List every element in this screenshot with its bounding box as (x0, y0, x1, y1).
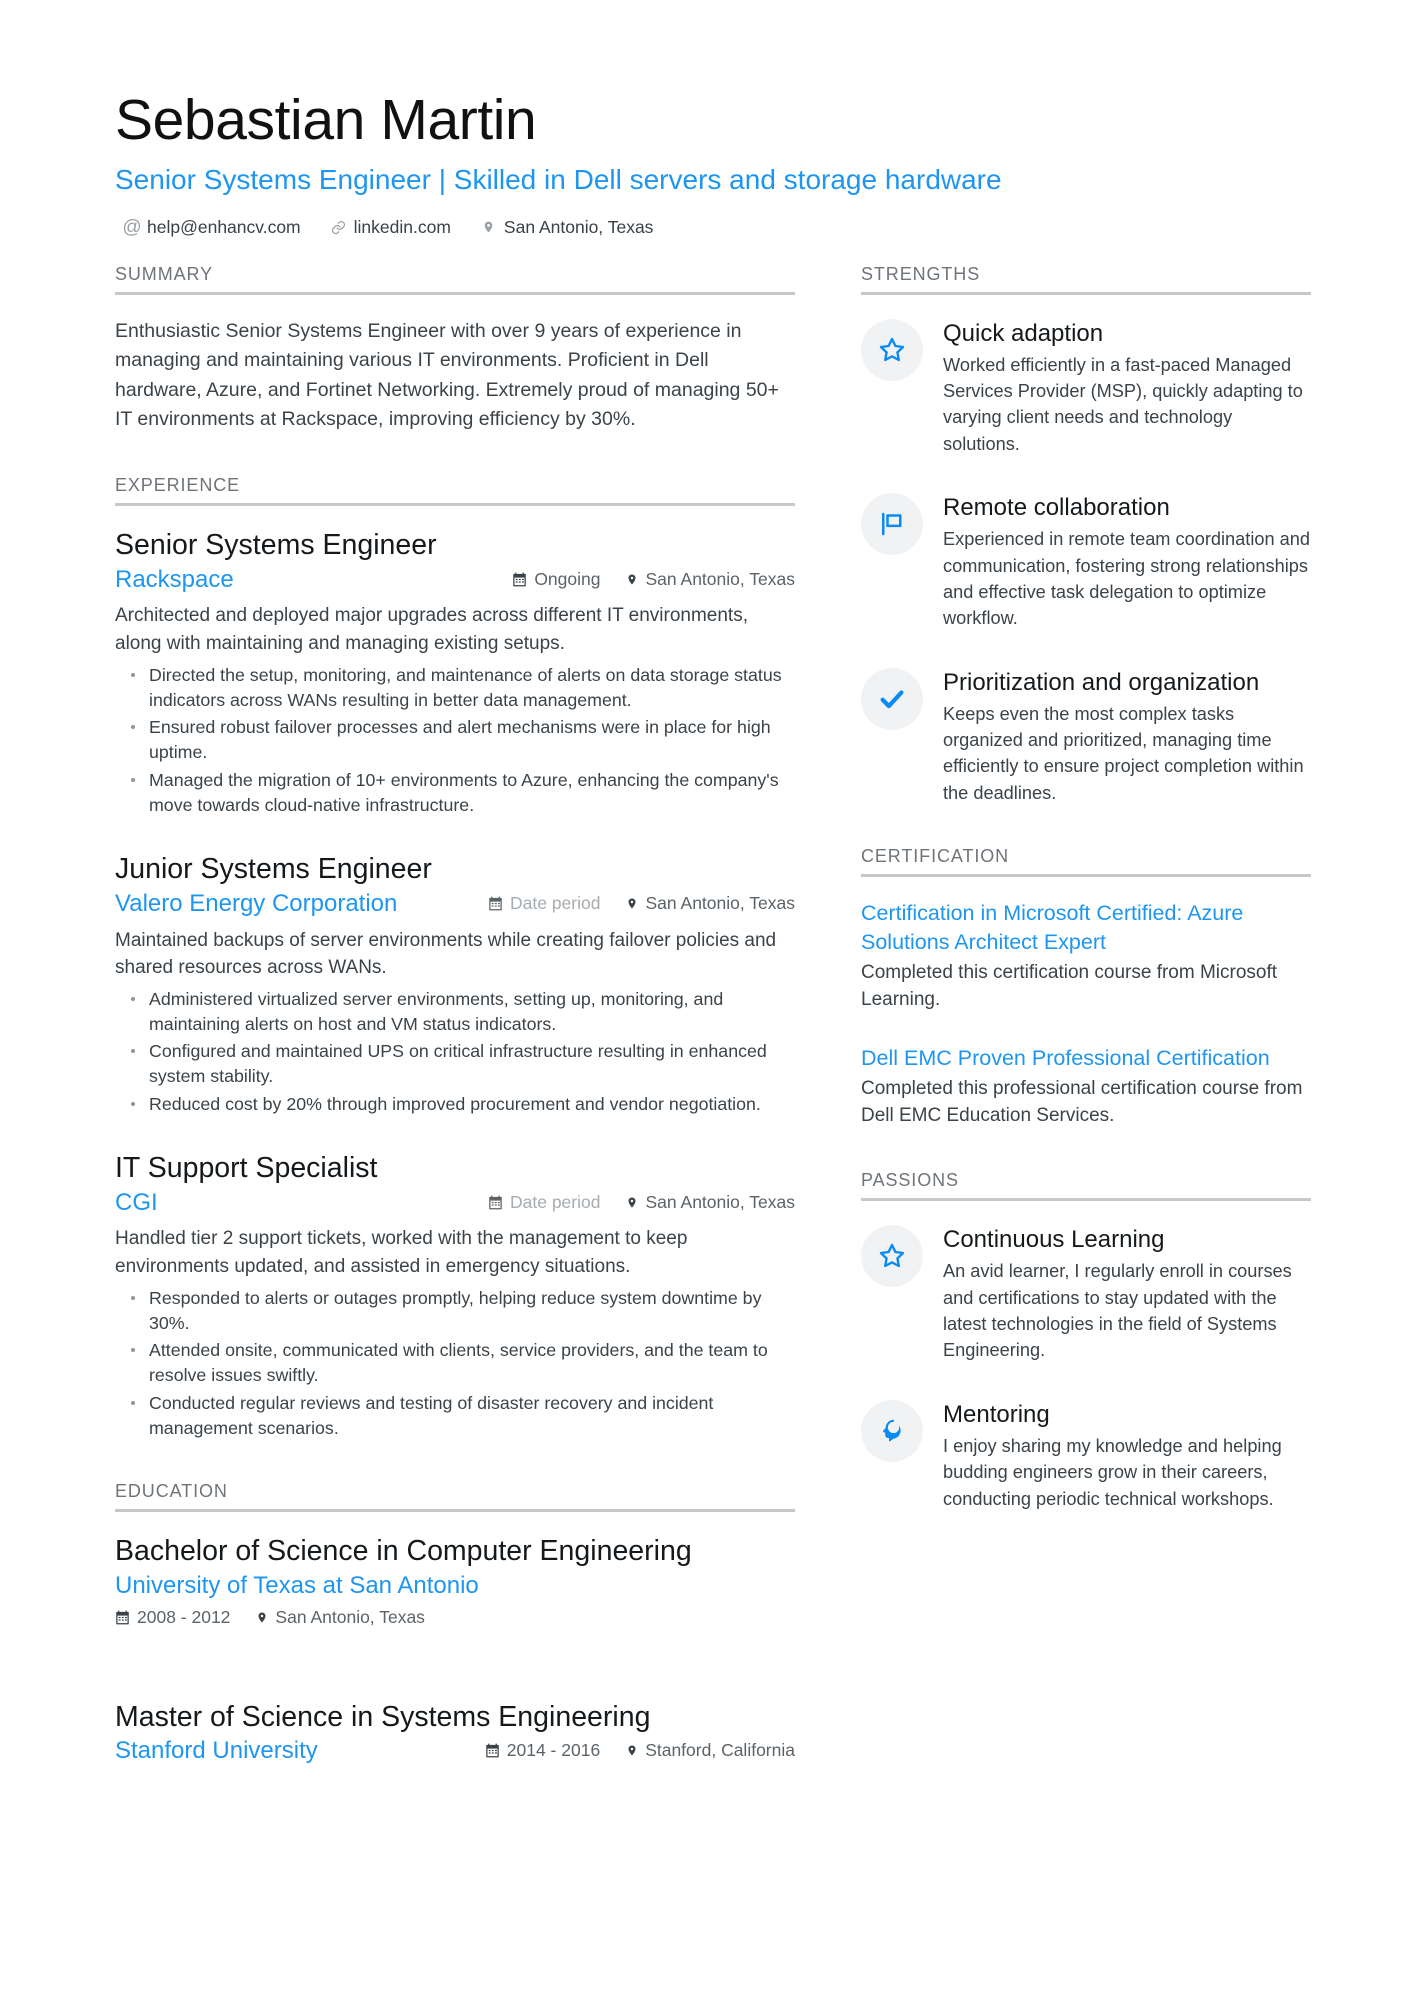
calendar-icon (485, 1743, 500, 1758)
education-date-text: 2008 - 2012 (137, 1606, 231, 1627)
professional-headline: Senior Systems Engineer | Skilled in Dell servers and storage hardware (115, 163, 1002, 195)
star-outline-icon (861, 1225, 923, 1287)
education-meta-row (115, 1607, 795, 1628)
company-name[interactable]: Valero Energy Corporation (115, 889, 398, 917)
education-entry (115, 1534, 795, 1627)
job-bullet-list (115, 1286, 795, 1442)
strength-item (861, 317, 1311, 458)
section-certification (861, 846, 1311, 1130)
job-location (626, 569, 795, 590)
contact-email-text: help@enhancv.com (147, 216, 301, 237)
education-location (626, 1740, 795, 1761)
education-date-text: 2014 - 2016 (506, 1740, 601, 1761)
job-title: IT Support Specialist (115, 1152, 378, 1184)
job-title: Junior Systems Engineer (115, 853, 432, 886)
strength-description: Experienced in remote team coordination and communication, fostering strong relationships and effective task delegation to optimize workflow. (943, 529, 1311, 629)
head-brain-icon (861, 1400, 923, 1462)
location-pin-icon (256, 1610, 268, 1625)
education-meta-group (485, 1740, 795, 1762)
passion-text-block (943, 1223, 1311, 1364)
job-bullet: Conducted regular reviews and testing of disaster recovery and incident management scenarios. (128, 1391, 795, 1442)
job-summary: Maintained backups of server environments while creating failover policies and shared resources across WANs. (115, 929, 777, 979)
company-name[interactable]: Rackspace (115, 565, 234, 593)
left-column (115, 264, 795, 1806)
job-date (512, 569, 600, 590)
location-pin-icon (626, 572, 638, 587)
job-meta-group (488, 893, 795, 915)
passion-item (861, 1223, 1311, 1364)
certification-item (861, 899, 1311, 1014)
certification-title[interactable]: Dell EMC Proven Professional Certification (861, 1045, 1270, 1070)
calendar-icon (488, 896, 503, 911)
job-meta-group (512, 569, 795, 591)
job-location (626, 893, 795, 914)
education-entry (115, 1700, 795, 1766)
location-pin-icon (481, 219, 497, 235)
job-meta-row (115, 1189, 795, 1218)
job-meta-row (115, 890, 795, 919)
job-bullet: Directed the setup, monitoring, and maintenance of alerts on data storage status indicators across WANs resulting in better data management. (128, 663, 795, 714)
education-date (115, 1607, 230, 1628)
certification-description: Completed this certification course from Microsoft Learning. (861, 961, 1278, 1010)
job-location-text: San Antonio, Texas (645, 568, 795, 589)
passion-description: I enjoy sharing my knowledge and helping budding engineers grow in their careers, conducting periodic technical workshops. (943, 1435, 1282, 1509)
contact-location (481, 217, 654, 238)
calendar-icon (488, 1195, 503, 1210)
section-title-strengths: STRENGTHS (861, 263, 981, 284)
passion-item (861, 1398, 1311, 1512)
section-title-summary: SUMMARY (115, 263, 213, 284)
job-meta-row (115, 566, 795, 595)
job-bullet-list (115, 663, 795, 819)
job-location (626, 1192, 795, 1213)
location-pin-icon (626, 1743, 638, 1758)
education-meta-row (115, 1737, 795, 1766)
calendar-icon (512, 572, 527, 587)
section-summary (115, 264, 795, 436)
section-divider (115, 503, 795, 506)
calendar-icon (115, 1610, 130, 1625)
passion-description: An avid learner, I regularly enroll in courses and certifications to stay updated with the latest technologies in the field of Systems Engineering. (943, 1261, 1292, 1361)
strength-text-block (943, 491, 1311, 632)
section-education (115, 1481, 795, 1766)
strength-item (861, 491, 1311, 632)
job-date-text: Ongoing (534, 568, 601, 589)
strength-description: Keeps even the most complex tasks organized and prioritized, managing time efficiently to ensure project completion within the deadlines. (943, 703, 1304, 803)
contact-email[interactable] (124, 217, 301, 238)
strength-description: Worked efficiently in a fast-paced Managed Services Provider (MSP), quickly adapting to varying client needs and technology solutions. (943, 354, 1303, 454)
job-bullet: Attended onsite, communicated with clients, service providers, and the team to resolve issues swiftly. (128, 1338, 795, 1389)
at-icon: @ (122, 216, 142, 238)
strength-heading: Quick adaption (943, 319, 1104, 347)
resume-header (115, 90, 1305, 238)
company-name[interactable]: CGI (115, 1188, 158, 1216)
job-summary: Architected and deployed major upgrades across different IT environments, along with maintaining and managing existing setups. (115, 605, 748, 655)
spacer (115, 1662, 795, 1700)
strength-heading: Prioritization and organization (943, 668, 1260, 696)
degree-title: Bachelor of Science in Computer Engineering (115, 1535, 692, 1568)
strength-text-block (943, 317, 1311, 458)
contact-location-text: San Antonio, Texas (503, 216, 654, 237)
job-date (488, 1192, 600, 1213)
section-title-experience: EXPERIENCE (115, 475, 241, 496)
strength-text-block (943, 666, 1311, 807)
certification-item (861, 1044, 1311, 1130)
section-divider (115, 292, 795, 295)
job-bullet: Responded to alerts or outages promptly, helping reduce system downtime by 30%. (128, 1286, 795, 1337)
job-title: Senior Systems Engineer (115, 529, 437, 562)
contact-linkedin-text: linkedin.com (353, 216, 451, 237)
section-divider (861, 1198, 1311, 1201)
resume-body (115, 263, 1311, 1806)
job-location-text: San Antonio, Texas (645, 892, 795, 913)
section-divider (861, 292, 1311, 295)
institution-name[interactable]: University of Texas at San Antonio (115, 1571, 479, 1599)
job-bullet: Managed the migration of 10+ environments to Azure, enhancing the company's move towards cloud-native infrastructure. (128, 768, 795, 819)
certification-description: Completed this professional certification course from Dell EMC Education Services. (861, 1078, 1303, 1127)
certification-title[interactable]: Certification in Microsoft Certified: Azure Solutions Architect Expert (861, 901, 1244, 954)
star-outline-icon (861, 319, 923, 381)
job-date-text: Date period (510, 1191, 601, 1212)
section-experience (115, 475, 795, 1441)
job-bullet-list (115, 987, 795, 1117)
location-pin-icon (626, 1195, 638, 1210)
education-location-text: Stanford, California (645, 1740, 795, 1761)
check-mark-icon (861, 668, 923, 730)
section-passions (861, 1170, 1311, 1512)
section-divider (115, 1509, 795, 1512)
passion-heading: Continuous Learning (943, 1226, 1165, 1254)
section-divider (861, 874, 1311, 877)
strength-heading: Remote collaboration (943, 494, 1170, 522)
job-location-text: San Antonio, Texas (645, 1191, 795, 1212)
experience-entry (115, 1151, 795, 1441)
section-title-education: EDUCATION (115, 1481, 228, 1502)
contact-row (115, 217, 1305, 238)
location-pin-icon (626, 896, 638, 911)
job-bullet: Administered virtualized server environments, setting up, monitoring, and maintaining alerts on host and VM status indicators. (128, 987, 795, 1038)
job-bullet: Configured and maintained UPS on critical infrastructure resulting in enhanced system stability. (128, 1039, 795, 1090)
education-location-text: San Antonio, Texas (275, 1606, 425, 1627)
section-strengths (861, 264, 1311, 807)
passion-heading: Mentoring (943, 1400, 1050, 1428)
flag-outline-icon (861, 493, 923, 555)
section-title-certification: CERTIFICATION (861, 846, 1010, 867)
education-location (256, 1607, 425, 1628)
passion-text-block (943, 1398, 1311, 1512)
right-column (861, 264, 1311, 1552)
summary-text: Enthusiastic Senior Systems Engineer with over 9 years of experience in managing and maintaining various IT environments. Proficient in Dell hardware, Azure, and Fortinet Networking. Extremely proud of managing 50+ IT environments at Rackspace, improving efficiency by 30%. (115, 319, 779, 431)
section-title-passions: PASSIONS (861, 1170, 959, 1191)
job-date-text: Date period (510, 892, 601, 913)
job-meta-group (488, 1192, 795, 1214)
experience-entry (115, 528, 795, 818)
job-date (488, 893, 600, 914)
education-date (485, 1740, 600, 1761)
degree-title: Master of Science in Systems Engineering (115, 1700, 651, 1733)
link-icon (331, 219, 347, 235)
strength-item (861, 666, 1311, 807)
job-bullet: Reduced cost by 20% through improved procurement and vendor negotiation. (128, 1092, 795, 1117)
full-name: Sebastian Martin (115, 88, 537, 152)
experience-entry (115, 852, 795, 1117)
contact-linkedin[interactable] (331, 217, 451, 238)
job-bullet: Ensured robust failover processes and alert mechanisms were in place for high uptime. (128, 715, 795, 766)
job-summary: Handled tier 2 support tickets, worked with the management to keep environments updated, and assisted in emergency situations. (115, 1228, 688, 1277)
institution-name[interactable]: Stanford University (115, 1737, 318, 1765)
